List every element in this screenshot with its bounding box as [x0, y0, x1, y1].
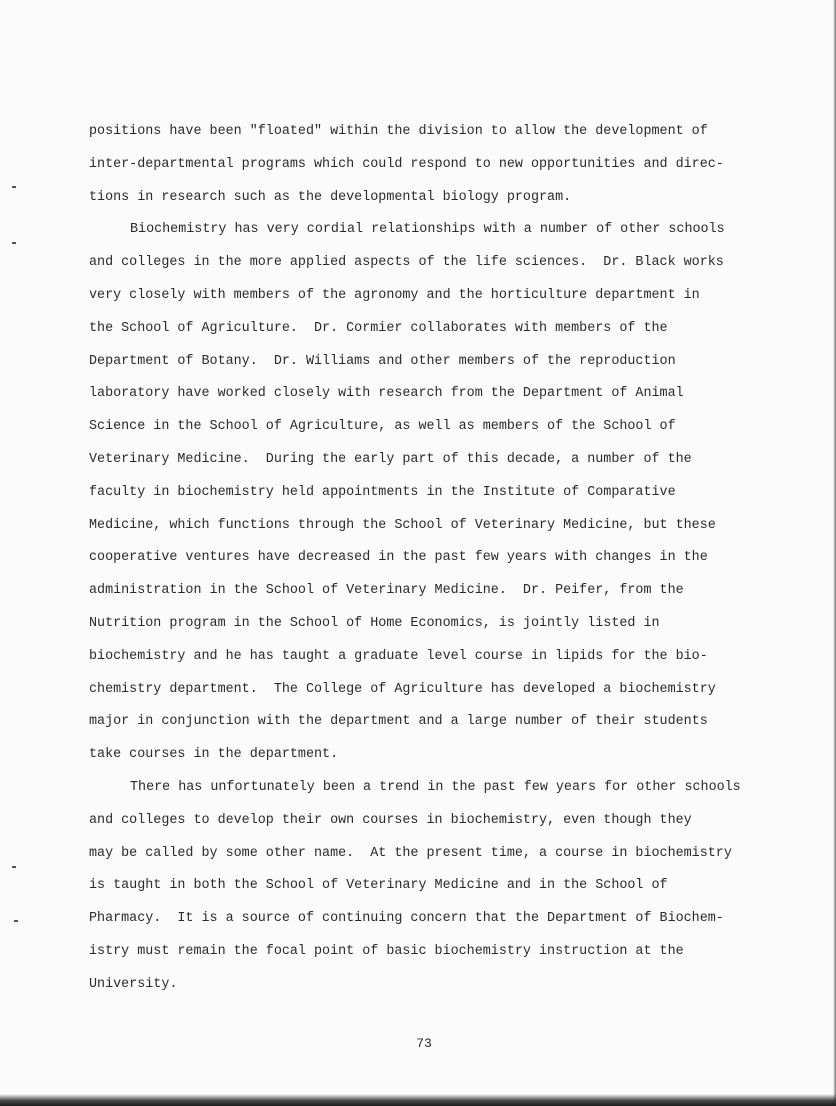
text-line: University. — [89, 976, 178, 992]
text-line: is taught in both the School of Veterinary Medicine and in the School of — [89, 878, 668, 894]
text-line: faculty in biochemistry held appointments in the Institute of Comparative — [89, 484, 676, 500]
page-number: 73 — [416, 1036, 432, 1051]
margin-mark — [12, 242, 16, 244]
text-line: and colleges in the more applied aspects of the life sciences. Dr. Black works — [89, 255, 724, 271]
paragraph — [89, 116, 789, 214]
margin-mark — [14, 920, 18, 922]
text-line: may be called by some other name. At the present time, a course in biochemistry — [89, 845, 732, 861]
text-line: administration in the School of Veterinary Medicine. Dr. Peifer, from the — [89, 583, 684, 599]
margin-mark — [12, 186, 16, 188]
body-text — [89, 116, 789, 1002]
text-line: Pharmacy. It is a source of continuing concern that the Department of Biochem- — [89, 911, 724, 927]
text-line: tions in research such as the developmental biology program. — [89, 189, 572, 205]
scan-bottom-shadow — [0, 1094, 836, 1106]
text-line: biochemistry and he has taught a graduate level course in lipids for the bio- — [89, 648, 708, 664]
text-line: Science in the School of Agriculture, as well as members of the School of — [89, 419, 676, 435]
text-line: cooperative ventures have decreased in the past few years with changes in the — [89, 550, 708, 566]
text-line: Nutrition program in the School of Home Economics, is jointly listed in — [89, 615, 660, 631]
paragraph — [89, 214, 789, 772]
text-line: There has unfortunately been a trend in the past few years for other schools — [130, 779, 741, 795]
paragraph — [89, 772, 789, 1002]
text-line: very closely with members of the agronomy and the horticulture department in — [89, 287, 700, 303]
text-line: and colleges to develop their own courses in biochemistry, even though they — [89, 812, 692, 828]
text-line: the School of Agriculture. Dr. Cormier collaborates with members of the — [89, 320, 668, 336]
margin-mark — [12, 866, 16, 868]
text-line: inter-departmental programs which could respond to new opportunities and direc- — [89, 156, 724, 172]
text-line: Department of Botany. Dr. Williams and other members of the reproduction — [89, 353, 676, 369]
text-line: Medicine, which functions through the School of Veterinary Medicine, but these — [89, 517, 716, 533]
text-line: major in conjunction with the department and a large number of their students — [89, 714, 708, 730]
text-line: laboratory have worked closely with research from the Department of Animal — [89, 386, 684, 402]
text-line: chemistry department. The College of Agriculture has developed a biochemistry — [89, 681, 716, 697]
text-line: take courses in the department. — [89, 747, 339, 763]
text-line: positions have been "floated" within the division to allow the development of — [89, 124, 708, 139]
text-line: istry must remain the focal point of basic biochemistry instruction at the — [89, 943, 684, 959]
text-line: Biochemistry has very cordial relationships with a number of other schools — [130, 222, 725, 238]
text-line: Veterinary Medicine. During the early part of this decade, a number of the — [89, 451, 692, 467]
